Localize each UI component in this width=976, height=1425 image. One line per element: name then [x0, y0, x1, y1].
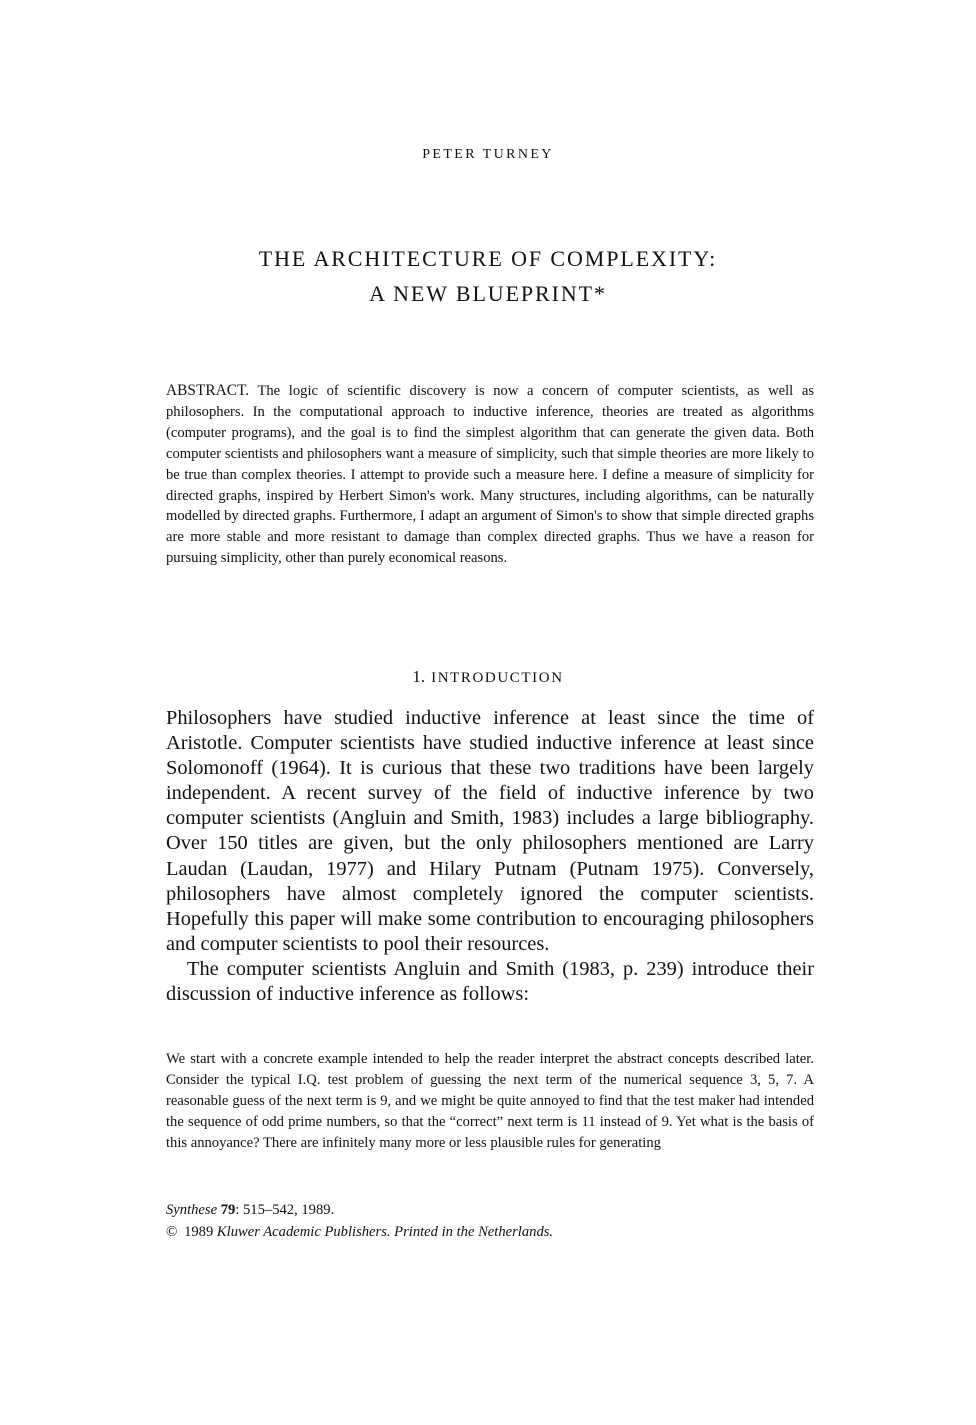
author-name: PETER TURNEY — [422, 147, 554, 162]
journal-pages: : 515–542, 1989. — [235, 1202, 335, 1218]
citation-footer — [166, 1200, 814, 1243]
title-line-2: A NEW BLUEPRINT* — [369, 281, 607, 306]
copyright-line — [166, 1222, 814, 1244]
body-text — [166, 706, 814, 1007]
body-paragraph-1: Philosophers have studied inductive inference at least since the time of Aristotle. Computer scientists have studied inductive inference at least since Solomonoff (1964). It is curious that these two traditions have been largely independent. A recent survey of the field of inductive inference by two computer scientists (Angluin and Smith, 1983) includes a large bibliography. Over 150 titles are given, but the only philosophers mentioned are Larry Laudan (Laudan, 1977) and Hilary Putnam (Putnam 1975). Conversely, philosophers have almost completely ignored the computer scientists. Hopefully this paper will make some contribution to encouraging philosophers and computer scientists to pool their resources. — [166, 707, 814, 955]
section-number: 1. — [412, 667, 426, 686]
body-paragraph-2: The computer scientists Angluin and Smith (1983, p. 239) introduce their discussion of inductive inference as follows: — [166, 957, 814, 1006]
section-heading — [0, 667, 976, 687]
paper-title — [0, 241, 976, 311]
copyright-icon: © — [166, 1223, 178, 1240]
block-quote: We start with a concrete example intended to help the reader interpret the abstract concepts described later. Consider the typical I.Q. test problem of guessing the next term of the numerical sequence 3, 5, 7. A reasonable guess of the next term is 9, and we might be quite annoyed to find that the test maker had intended the sequence of odd prime numbers, so that the “correct” next term is 11 instead of 9. Yet what is the basis of this annoyance? There are infinitely many more or less plausible rules for generating — [166, 1051, 814, 1151]
journal-name: Synthese — [166, 1202, 218, 1218]
section-title: INTRODUCTION — [431, 670, 564, 686]
journal-citation — [166, 1200, 814, 1222]
copyright-year: 1989 — [184, 1223, 214, 1240]
abstract-label: ABSTRACT. — [166, 382, 250, 399]
abstract-text: The logic of scientific discovery is now a concern of computer scientists, as well as philosophers. In the computational approach to inductive inference, theories are treated as algorithms (computer programs), and the goal is to find the simplest algorithm that can generate the given data. Both computer scientists and philosophers want a measure of simplicity, such that simple theories are more likely to be true than complex theories. I attempt to provide such a measure here. I define a measure of simplicity for directed graphs, inspired by Herbert Simon's work. Many structures, including algorithms, can be naturally modelled by directed graphs. Furthermore, I adapt an argument of Simon's to show that simple directed graphs are more stable and more resistant to damage than complex directed graphs. Thus we have a reason for pursuing simplicity, other than purely economical reasons. — [166, 383, 814, 567]
abstract — [166, 381, 814, 569]
publisher: Kluwer Academic Publishers. Printed in the Netherlands. — [216, 1223, 554, 1240]
title-line-1: THE ARCHITECTURE OF COMPLEXITY: — [258, 246, 718, 271]
journal-volume: 79 — [220, 1202, 236, 1218]
